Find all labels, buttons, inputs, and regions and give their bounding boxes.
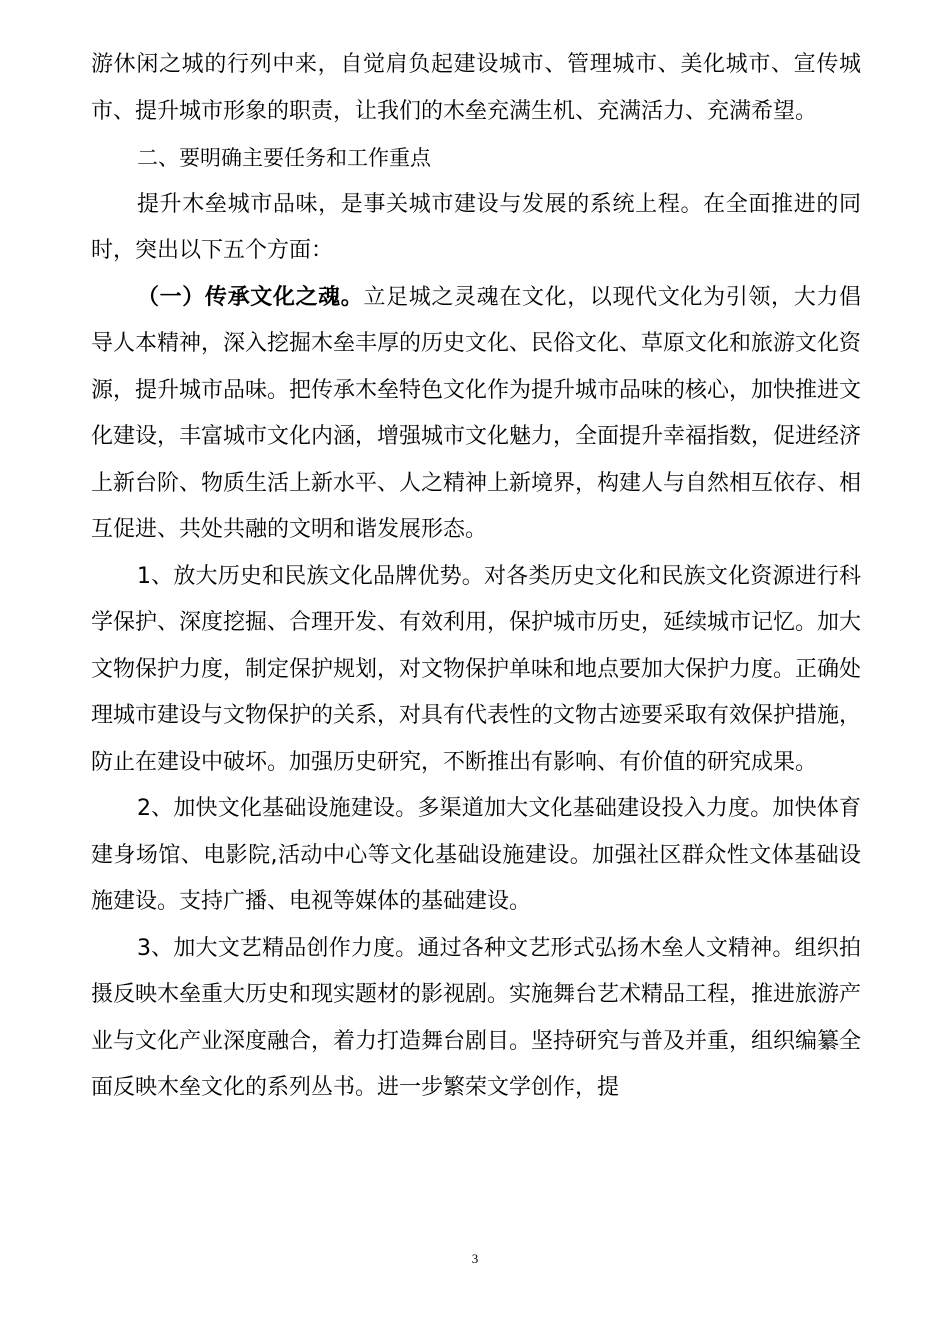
- paragraph-continuation: 游休闲之城的行列中来，自觉肩负起建设城市、管理城市、美化城市、宣传城市、提升城市形象的职责，让我们的木垒充满生机、充满活力、充满希望。: [91, 52, 861, 124]
- paragraph-intro: 提升木垒城市品味，是事关城市建设与发展的系统上程。在全面推进的同时，突出以下五个方面：: [91, 191, 861, 263]
- paragraph-item-2: 2、加快文化基础设施建设。多渠道加大文化基础建设投入力度。加快体育建身场馆、电影院,活动中心等文化基础设施建设。加强社区群众性文体基础设施建设。支持广播、电视等媒体的基础建设。: [91, 796, 861, 914]
- subsection-title: （一）传承文化之魂。: [137, 284, 364, 310]
- paragraph-item-3: 3、加大文艺精品创作力度。通过各种文艺形式弘扬木垒人文精神。组织拍摄反映木垒重大历史和现实题材的影视剧。实施舞台艺术精品工程，推进旅游产业与文化产业深度融合，着力打造舞台剧目。坚持研究与普及并重，组织编纂全面反映木垒文化的系列丛书。进一步繁荣文学创作，提: [91, 935, 862, 1100]
- page-number: 3: [471, 1251, 479, 1266]
- paragraph-culture-soul: [91, 275, 861, 554]
- document-body: [91, 42, 861, 1112]
- subsection-text: 立足城之灵魂在文化，以现代文化为引领，大力倡导人本精神，深入挖掘木垒丰厚的历史文化、民俗文化、草原文化和旅游文化资源，提升城市品味。把传承木垒特色文化作为提升城市品味的核心，加快推进文化建设，丰富城市文化内涵，增强城市文化魅力，全面提升幸福指数，促进经济上新台阶、物质生活上新水平、人之精神上新境界，构建人与自然相互依存、相互促进、共处共融的文明和谐发展形态。: [91, 284, 862, 542]
- section-heading: 二、要明确主要任务和工作重点: [137, 146, 431, 170]
- paragraph-item-1: 1、放大历史和民族文化品牌优势。对各类历史文化和民族文化资源进行科学保护、深度挖掘、合理开发、有效利用，保护城市历史，延续城市记忆。加大文物保护力度，制定保护规划，对文物保护单味和地点要加大保护力度。正确处理城市建设与文物保护的关系，对具有代表性的文物古迹要采取有效保护措施，防止在建设中破坏。加强历史研究，不断推出有影响、有价值的研究成果。: [91, 563, 862, 775]
